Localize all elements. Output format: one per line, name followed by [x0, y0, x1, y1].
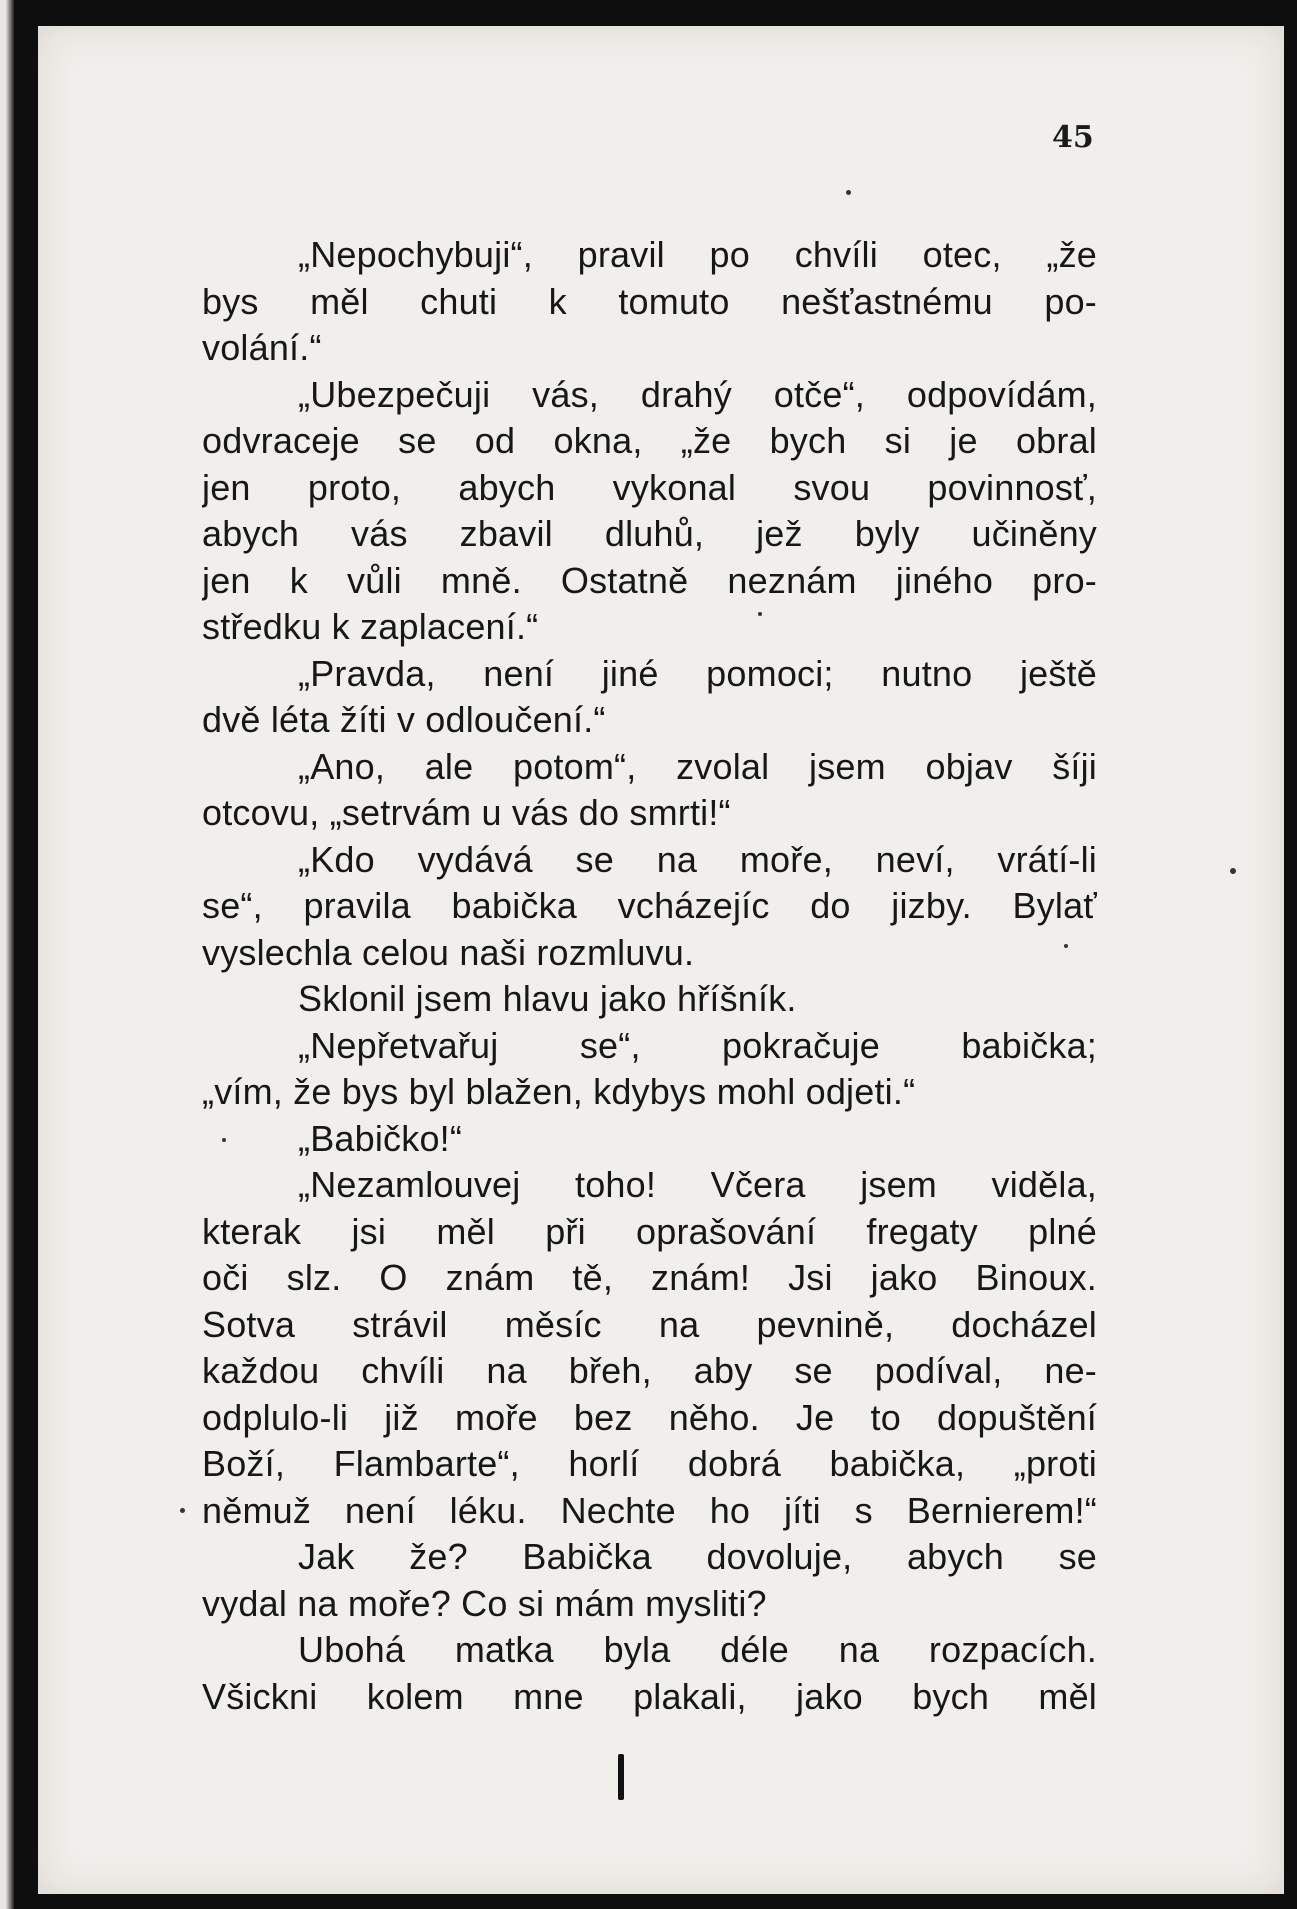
text-line: němuž není léku. Nechte ho jíti s Bernierem!“ — [202, 1489, 1097, 1531]
text-line: „Ubezpečuji vás, drahý otče“, odpovídám, — [298, 373, 1097, 415]
text-line: vyslechla celou naši rozmluvu. — [202, 931, 695, 973]
text-line: se“, pravila babička vcházejíc do jizby. Bylať — [202, 885, 1097, 926]
text-line: „Kdo vydává se na moře, neví, vrátí-li — [298, 838, 1097, 880]
text-line: „vím, že bys byl blažen, kdybys mohl odjeti.“ — [202, 1071, 916, 1112]
text-line: „Pravda, není jiné pomoci; nutno ještě — [298, 652, 1097, 694]
scan-speck — [180, 1508, 185, 1513]
text-line: „Babičko!“ — [298, 1117, 463, 1159]
text-line: volání.“ — [202, 327, 322, 368]
text-line: otcovu, „setrvám u vás do smrti!“ — [202, 792, 731, 833]
text-line: vydal na moře? Co si mám mysliti? — [202, 1582, 767, 1624]
text-line: abych vás zbavil dluhů, jež byly učiněny — [202, 513, 1097, 554]
body-text — [202, 232, 1097, 1720]
scan-speck — [222, 1138, 226, 1142]
text-line: „Ano, ale potom“, zvolal jsem objav šíji — [298, 745, 1097, 787]
text-line: každou chvíli na břeh, aby se podíval, ne- — [202, 1350, 1097, 1391]
text-line: odvraceje se od okna, „že bych si je obral — [202, 420, 1097, 461]
text-line: Sklonil jsem hlavu jako hříšník. — [298, 978, 797, 1019]
text-line: Boží, Flambarte“, horlí dobrá babička, „proti — [202, 1443, 1097, 1484]
text-line: Ubohá matka byla déle na rozpacích. — [298, 1629, 1097, 1670]
text-line: jen k vůli mně. Ostatně neznám jiného pro- — [202, 559, 1097, 601]
text-line: jen proto, abych vykonal svou povinnosť, — [202, 466, 1097, 508]
text-line: Všickni kolem mne plakali, jako bych měl — [202, 1675, 1097, 1717]
text-line: kterak jsi měl při oprašování fregaty plné — [202, 1210, 1097, 1252]
scan-speck — [1230, 868, 1236, 874]
scan-speck — [758, 612, 762, 616]
page-number: 45 — [1052, 120, 1094, 155]
scan-speck — [1064, 944, 1068, 948]
text-line: dvě léta žíti v odloučení.“ — [202, 699, 606, 740]
text-line: středku k zaplacení.“ — [202, 606, 539, 647]
text-line: odplulo-li již moře bez něho. Je to dopuštění — [202, 1396, 1097, 1438]
text-line: „Nepřetvařuj se“, pokračuje babička; — [298, 1024, 1097, 1066]
text-line: oči slz. O znám tě, znám! Jsi jako Binoux. — [202, 1257, 1097, 1298]
scan-speck — [846, 190, 851, 195]
text-line: bys měl chuti k tomuto nešťastnému po- — [202, 280, 1097, 322]
text-line: Sotva strávil měsíc na pevnině, docházel — [202, 1303, 1097, 1345]
text-line: „Nezamlouvej toho! Včera jsem viděla, — [298, 1164, 1097, 1205]
ink-mark — [618, 1754, 624, 1800]
text-line: „Nepochybuji“, pravil po chvíli otec, „že — [298, 234, 1097, 275]
text-line: Jak že? Babička dovoluje, abych se — [298, 1536, 1097, 1577]
book-spine-edge — [0, 0, 14, 1909]
